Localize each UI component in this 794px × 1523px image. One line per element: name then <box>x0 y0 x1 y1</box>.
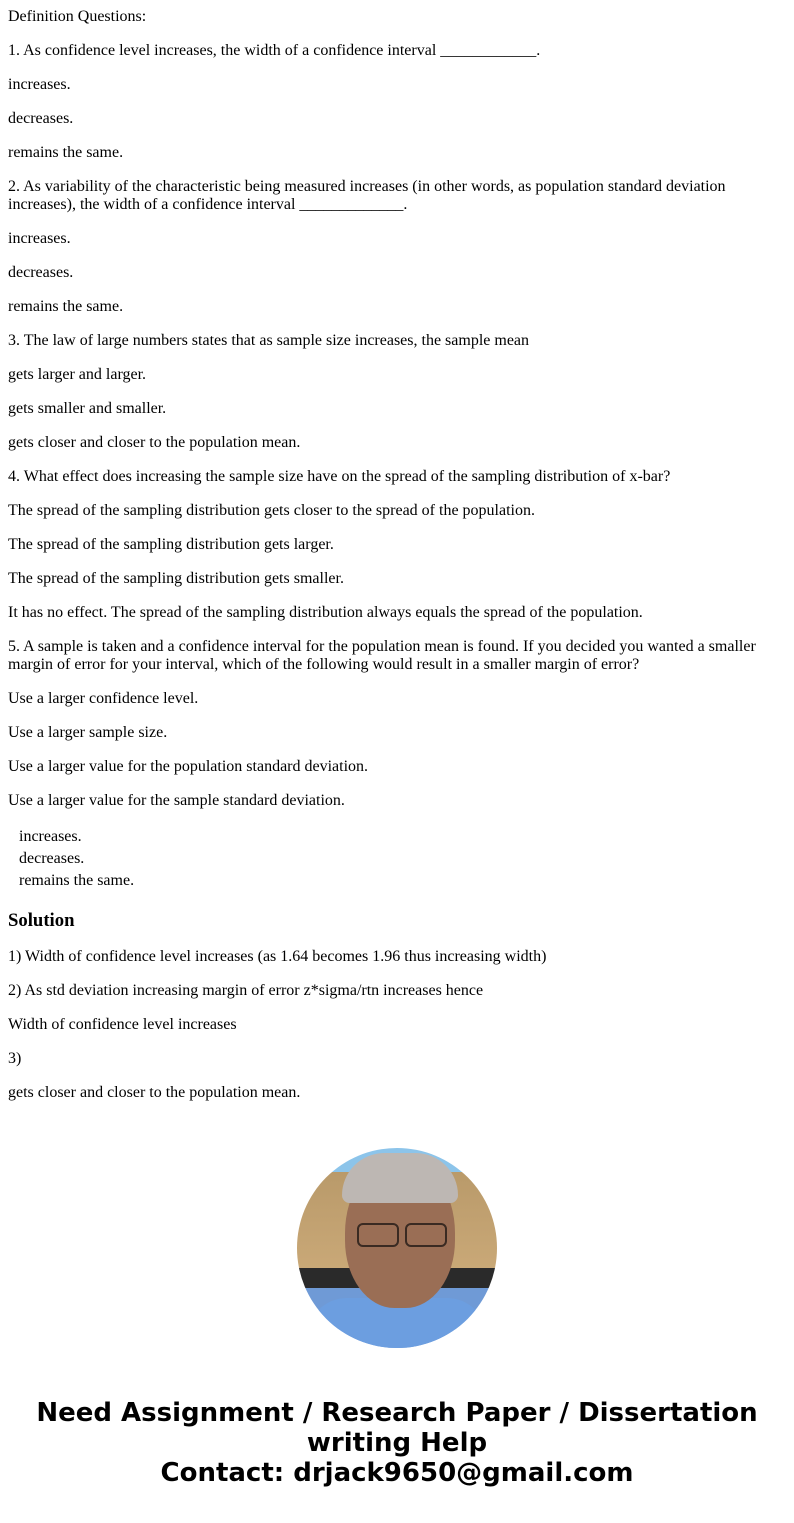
answer-option: It has no effect. The spread of the sampling distribution always equals the spread of the population. <box>8 604 643 621</box>
question-text: 2. As variability of the characteristic being measured increases (in other words, as population standard deviation increases), the width of a confidence interval _____________. <box>8 178 726 213</box>
document <box>8 8 786 1488</box>
author-avatar <box>297 1148 497 1348</box>
solution-line: Width of confidence level increases <box>8 1016 237 1033</box>
footer-email: Contact: drjack9650@gmail.com <box>160 1458 634 1488</box>
extra-option: increases. <box>19 828 82 845</box>
answer-option: Use a larger confidence level. <box>8 690 199 707</box>
solution-line: 2) As std deviation increasing margin of error z*sigma/rtn increases hence <box>8 982 484 999</box>
answer-option: Use a larger value for the sample standard deviation. <box>8 792 345 809</box>
answer-option: Use a larger value for the population standard deviation. <box>8 758 369 775</box>
answer-option: The spread of the sampling distribution gets closer to the spread of the population. <box>8 502 535 519</box>
answer-option: decreases. <box>8 264 74 281</box>
answer-option: remains the same. <box>8 144 124 161</box>
answer-option: gets larger and larger. <box>8 366 147 383</box>
answer-option: increases. <box>8 76 71 93</box>
answer-option: remains the same. <box>8 298 124 315</box>
extra-options <box>19 826 786 892</box>
extra-option: remains the same. <box>19 872 135 889</box>
footer-line: Need Assignment / Research Paper / Dissertation writing Help <box>36 1398 758 1458</box>
solution-line: 1) Width of confidence level increases (as 1.64 becomes 1.96 thus increasing width) <box>8 948 547 965</box>
answer-option: decreases. <box>8 110 74 127</box>
footer-contact <box>8 1398 786 1488</box>
answer-option: Use a larger sample size. <box>8 724 168 741</box>
extra-option: decreases. <box>19 850 85 867</box>
answer-option: The spread of the sampling distribution gets larger. <box>8 536 334 553</box>
question-text: 3. The law of large numbers states that as sample size increases, the sample mean <box>8 332 530 349</box>
question-text: 1. As confidence level increases, the width of a confidence interval ____________. <box>8 42 541 59</box>
solution-line: 3) <box>8 1050 22 1067</box>
answer-option: increases. <box>8 230 71 247</box>
question-text: 4. What effect does increasing the sample size have on the spread of the sampling distribution of x-bar? <box>8 468 671 485</box>
question-text: 5. A sample is taken and a confidence interval for the population mean is found. If you decided you wanted a smaller margin of error for your interval, which of the following would result in a smaller margin of error? <box>8 638 756 673</box>
answer-option: gets closer and closer to the population mean. <box>8 434 301 451</box>
answer-option: gets smaller and smaller. <box>8 400 167 417</box>
solution-title: Solution <box>8 910 75 931</box>
header: Definition Questions: <box>8 8 147 25</box>
solution-line: gets closer and closer to the population mean. <box>8 1084 301 1101</box>
answer-option: The spread of the sampling distribution gets smaller. <box>8 570 344 587</box>
